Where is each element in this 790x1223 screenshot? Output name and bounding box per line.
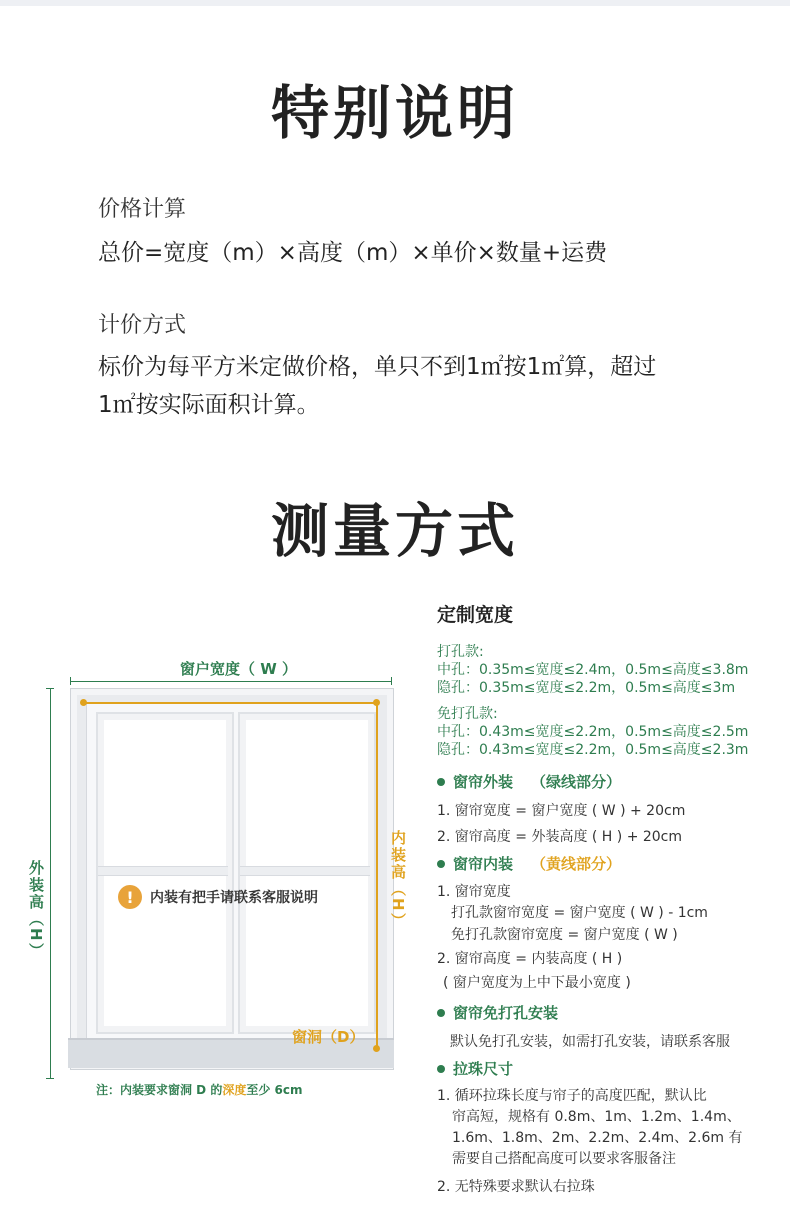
- opening-label: 窗洞（D）: [292, 1028, 365, 1046]
- outer-line1: 1. 窗帘宽度 = 窗户宽度 ( W ) + 20cm: [437, 803, 686, 819]
- drill-middle: 中孔：0.35m≤宽度≤2.4m，0.5m≤高度≤3.8m: [437, 662, 749, 678]
- bead-heading: [437, 1058, 513, 1079]
- warning-icon: !: [118, 885, 142, 909]
- outer-install-sub: （绿线部分）: [531, 773, 622, 791]
- yellow-width-line: [83, 702, 378, 704]
- outer-install-title: 窗帘外装: [453, 773, 514, 791]
- pricing-method-label: 计价方式: [98, 313, 187, 338]
- inner-line5: ( 窗户宽度为上中下最小宽度 ): [443, 975, 631, 991]
- inner-line2: 打孔款窗帘宽度 = 窗户宽度 ( W ) - 1cm: [451, 905, 708, 921]
- nodrill-middle: 中孔：0.43m≤宽度≤2.2m，0.5m≤高度≤2.5m: [437, 724, 749, 740]
- window-rail-left: [98, 866, 228, 876]
- green-width-line: [70, 681, 392, 682]
- window-width-label: 窗户宽度（ W ）: [180, 660, 297, 678]
- window-diagram: [0, 640, 420, 1120]
- inner-height-label: 内装高（H）: [389, 830, 407, 930]
- green-tick-right: [391, 677, 392, 685]
- yellow-height-line: [376, 702, 378, 1048]
- custom-width-title: 定制宽度: [437, 604, 514, 626]
- yellow-dot-left: [80, 699, 87, 706]
- inner-install-sub: （黄线部分）: [531, 855, 622, 873]
- bullet-icon: [437, 860, 445, 868]
- yellow-dot-top-right: [373, 699, 380, 706]
- warning-text: 内装有把手请联系客服说明: [150, 890, 318, 906]
- bead-line1: 1. 循环拉珠长度与帘子的高度匹配，默认比: [437, 1088, 707, 1104]
- bead-line5: 2. 无特殊要求默认右拉珠: [437, 1179, 595, 1195]
- bead-line2: 帘高短，规格有 0.8m、1m、1.2m、1.4m、: [452, 1109, 741, 1125]
- inner-line1: 1. 窗帘宽度: [437, 884, 511, 900]
- depth-note: [96, 1081, 303, 1098]
- nodrill-install-heading: [437, 1002, 558, 1023]
- price-calc-label: 价格计算: [98, 197, 187, 222]
- handle-warning: [118, 885, 318, 909]
- special-notes-title: 特别说明: [270, 79, 519, 147]
- bullet-icon: [437, 1065, 445, 1073]
- window-rail-right: [240, 866, 370, 876]
- drill-label: 打孔款:: [437, 644, 484, 660]
- inner-install-heading: [437, 853, 621, 874]
- outer-height-label: 外装高（H）: [27, 860, 45, 960]
- nodrill-hidden: 隐孔：0.43m≤宽度≤2.2m，0.5m≤高度≤2.3m: [437, 742, 749, 758]
- inner-line4: 2. 窗帘高度 = 内装高度 ( H ): [437, 951, 623, 967]
- green-tick-top: [46, 688, 54, 689]
- pricing-method-line1: 标价为每平方米定做价格，单只不到1㎡按1㎡算，超过: [98, 354, 657, 380]
- nodrill-install-title: 窗帘免打孔安装: [453, 1004, 559, 1022]
- bead-title: 拉珠尺寸: [453, 1060, 514, 1078]
- bead-line4: 需要自己搭配高度可以要求客服备注: [452, 1151, 676, 1167]
- nodrill-label: 免打孔款:: [437, 706, 498, 722]
- price-formula: 总价=宽度（m）×高度（m）×单价×数量+运费: [98, 240, 608, 266]
- note-highlight: 深度: [222, 1083, 247, 1097]
- pricing-method-line2: 1㎡按实际面积计算。: [98, 392, 320, 418]
- yellow-dot-bottom: [373, 1045, 380, 1052]
- nodrill-install-line: 默认免打孔安装，如需打孔安装，请联系客服: [450, 1034, 730, 1050]
- inner-line3: 免打孔款窗帘宽度 = 窗户宽度 ( W ): [451, 927, 678, 943]
- green-height-line: [50, 688, 51, 1078]
- green-tick-left: [70, 677, 71, 685]
- bullet-icon: [437, 778, 445, 786]
- outer-line2: 2. 窗帘高度 = 外装高度 ( H ) + 20cm: [437, 829, 683, 845]
- bead-line3: 1.6m、1.8m、2m、2.2m、2.4m、2.6m 有: [452, 1130, 743, 1146]
- note-prefix: 注：内装要求窗洞 D 的: [96, 1083, 223, 1097]
- bullet-icon: [437, 1009, 445, 1017]
- green-tick-bottom: [46, 1078, 54, 1079]
- outer-install-heading: [437, 771, 621, 792]
- drill-hidden: 隐孔：0.35m≤宽度≤2.2m，0.5m≤高度≤3m: [437, 680, 736, 696]
- top-strip: [0, 0, 790, 6]
- note-suffix: 至少 6cm: [246, 1083, 303, 1097]
- inner-install-title: 窗帘内装: [453, 855, 514, 873]
- measure-title: 测量方式: [270, 497, 519, 565]
